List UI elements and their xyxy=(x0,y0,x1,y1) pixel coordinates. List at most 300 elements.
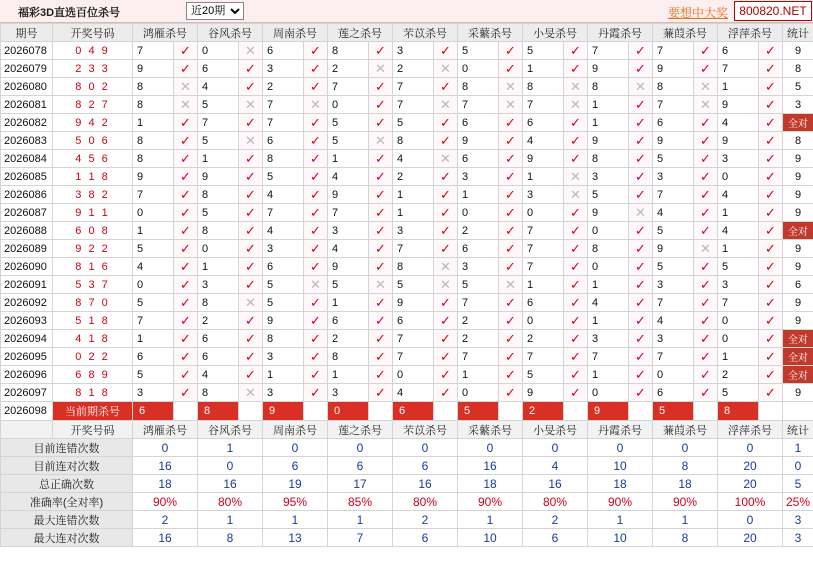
kill-number-cell: 1 xyxy=(133,222,174,240)
check-icon: ✓ xyxy=(180,240,191,256)
kill-number-cell: 8 xyxy=(653,78,694,96)
check-icon: ✓ xyxy=(570,312,581,328)
stats-value: 95% xyxy=(263,493,328,511)
result-cell xyxy=(239,150,263,168)
kill-number-cell: 3 xyxy=(263,348,304,366)
check-icon: ✓ xyxy=(505,348,516,364)
kill-number-cell: 6 xyxy=(328,312,369,330)
kill-number-cell: 1 xyxy=(263,366,304,384)
result-cell xyxy=(174,96,198,114)
result-cell xyxy=(499,222,523,240)
kill-number-cell: 6 xyxy=(263,42,304,60)
kill-number-cell: 0 xyxy=(523,312,564,330)
check-icon: ✓ xyxy=(440,348,451,364)
check-icon: ✓ xyxy=(700,204,711,220)
check-icon: ✓ xyxy=(765,384,776,400)
current-blank-cell xyxy=(174,402,198,421)
kill-number-cell: 8 xyxy=(588,240,629,258)
result-cell xyxy=(174,222,198,240)
result-cell xyxy=(174,348,198,366)
check-icon: ✓ xyxy=(765,348,776,364)
draw-number-cell: 1 1 8 xyxy=(53,168,133,186)
cross-icon: ✕ xyxy=(180,96,191,112)
result-cell xyxy=(304,240,328,258)
result-cell xyxy=(434,312,458,330)
current-period-cell: 2026098 xyxy=(1,402,53,421)
draw-number-cell: 8 0 2 xyxy=(53,78,133,96)
kill-number-cell: 6 xyxy=(523,114,564,132)
stats-value: 90% xyxy=(133,493,198,511)
kill-number-cell: 5 xyxy=(718,258,759,276)
kill-number-cell: 1 xyxy=(588,366,629,384)
kill-number-cell: 7 xyxy=(393,96,434,114)
check-icon: ✓ xyxy=(570,132,581,148)
kill-number-cell: 2 xyxy=(523,330,564,348)
stats-value: 1 xyxy=(653,511,718,529)
result-cell xyxy=(564,312,588,330)
check-icon: ✓ xyxy=(635,96,646,112)
stats-row xyxy=(1,511,813,529)
check-icon: ✓ xyxy=(180,348,191,364)
result-cell xyxy=(174,60,198,78)
kill-number-cell: 9 xyxy=(263,312,304,330)
kill-number-cell: 7 xyxy=(133,42,174,60)
draw-row xyxy=(1,132,813,150)
stats-value: 80% xyxy=(393,493,458,511)
result-cell xyxy=(434,276,458,294)
check-icon: ✓ xyxy=(635,330,646,346)
kill-number-cell: 9 xyxy=(523,384,564,402)
result-cell xyxy=(434,240,458,258)
stats-value: 6 xyxy=(328,457,393,475)
kill-number-cell: 4 xyxy=(393,150,434,168)
check-icon: ✓ xyxy=(700,168,711,184)
draw-number-cell: 2 3 3 xyxy=(53,60,133,78)
kill-number-cell: 0 xyxy=(718,330,759,348)
check-icon: ✓ xyxy=(310,204,321,220)
result-cell xyxy=(694,330,718,348)
check-icon: ✓ xyxy=(765,186,776,202)
stats-value: 1 xyxy=(588,511,653,529)
result-cell xyxy=(239,186,263,204)
kill-number-cell: 3 xyxy=(718,276,759,294)
kill-number-cell: 3 xyxy=(328,222,369,240)
result-cell xyxy=(304,42,328,60)
result-cell xyxy=(304,114,328,132)
result-cell xyxy=(369,258,393,276)
result-cell xyxy=(239,348,263,366)
kill-number-cell: 7 xyxy=(263,114,304,132)
result-cell xyxy=(759,276,783,294)
cross-icon: ✕ xyxy=(245,384,256,400)
kill-number-cell: 5 xyxy=(393,276,434,294)
result-cell xyxy=(759,240,783,258)
stats-label: 最大连对次数 xyxy=(1,529,133,547)
kill-number-cell: 0 xyxy=(133,204,174,222)
check-icon: ✓ xyxy=(570,294,581,310)
check-icon: ✓ xyxy=(570,42,581,58)
stats-label: 最大连错次数 xyxy=(1,511,133,529)
check-icon: ✓ xyxy=(245,258,256,274)
cross-icon: ✕ xyxy=(440,258,451,274)
check-icon: ✓ xyxy=(440,168,451,184)
period-cell: 2026083 xyxy=(1,132,53,150)
current-blank-cell xyxy=(759,402,783,421)
stats-value: 17 xyxy=(328,475,393,493)
check-icon: ✓ xyxy=(310,114,321,130)
result-cell xyxy=(434,96,458,114)
kill-number-cell: 7 xyxy=(263,96,304,114)
col-header: 开奖号码 xyxy=(53,24,133,42)
check-icon: ✓ xyxy=(180,294,191,310)
current-blank-cell xyxy=(694,402,718,421)
stats-value: 90% xyxy=(458,493,523,511)
kill-number-cell: 1 xyxy=(588,114,629,132)
stats-value: 13 xyxy=(263,529,328,547)
check-icon: ✓ xyxy=(375,348,386,364)
total-cell: 全对 xyxy=(783,348,813,366)
result-cell xyxy=(759,294,783,312)
check-icon: ✓ xyxy=(440,384,451,400)
col-header: 周南杀号 xyxy=(263,24,328,42)
kill-number-cell: 8 xyxy=(263,330,304,348)
result-cell xyxy=(239,42,263,60)
result-cell xyxy=(304,276,328,294)
check-icon: ✓ xyxy=(375,204,386,220)
check-icon: ✓ xyxy=(245,204,256,220)
kill-number-cell: 7 xyxy=(653,96,694,114)
result-cell xyxy=(369,150,393,168)
stats-row xyxy=(1,475,813,493)
draw-number-cell: 5 3 7 xyxy=(53,276,133,294)
check-icon: ✓ xyxy=(180,276,191,292)
check-icon: ✓ xyxy=(245,222,256,238)
result-cell xyxy=(174,168,198,186)
kill-number-cell: 7 xyxy=(393,78,434,96)
result-cell xyxy=(174,258,198,276)
kill-number-cell: 1 xyxy=(198,258,239,276)
check-icon: ✓ xyxy=(505,366,516,382)
result-cell xyxy=(759,78,783,96)
result-cell xyxy=(239,312,263,330)
result-cell xyxy=(369,330,393,348)
stats-row xyxy=(1,439,813,457)
stats-label: 目前连对次数 xyxy=(1,457,133,475)
total-cell: 3 xyxy=(783,96,813,114)
kill-number-cell: 8 xyxy=(588,150,629,168)
check-icon: ✓ xyxy=(505,240,516,256)
check-icon: ✓ xyxy=(505,204,516,220)
kill-number-cell: 8 xyxy=(198,294,239,312)
cross-icon: ✕ xyxy=(375,132,386,148)
col-header: 莲之杀号 xyxy=(328,24,393,42)
result-cell xyxy=(759,222,783,240)
check-icon: ✓ xyxy=(375,330,386,346)
check-icon: ✓ xyxy=(180,168,191,184)
result-cell xyxy=(759,348,783,366)
draw-row xyxy=(1,186,813,204)
check-icon: ✓ xyxy=(375,150,386,166)
result-cell xyxy=(239,60,263,78)
kill-number-cell: 5 xyxy=(328,114,369,132)
result-cell xyxy=(759,42,783,60)
kill-number-cell: 7 xyxy=(523,240,564,258)
result-cell xyxy=(629,366,653,384)
kill-number-cell: 3 xyxy=(263,384,304,402)
stats-value: 16 xyxy=(198,475,263,493)
check-icon: ✓ xyxy=(245,186,256,202)
result-cell xyxy=(369,384,393,402)
stats-value: 16 xyxy=(458,457,523,475)
stats-value: 8 xyxy=(653,457,718,475)
result-cell xyxy=(499,132,523,150)
stats-col-header xyxy=(1,421,53,439)
cross-icon: ✕ xyxy=(375,276,386,292)
current-kill-value: 2 xyxy=(523,402,564,421)
check-icon: ✓ xyxy=(765,312,776,328)
check-icon: ✓ xyxy=(440,240,451,256)
stats-value: 18 xyxy=(653,475,718,493)
check-icon: ✓ xyxy=(440,204,451,220)
result-cell xyxy=(499,42,523,60)
check-icon: ✓ xyxy=(375,78,386,94)
result-cell xyxy=(434,384,458,402)
check-icon: ✓ xyxy=(375,312,386,328)
cross-icon: ✕ xyxy=(245,96,256,112)
result-cell xyxy=(434,60,458,78)
result-cell xyxy=(434,294,458,312)
check-icon: ✓ xyxy=(700,258,711,274)
check-icon: ✓ xyxy=(765,240,776,256)
result-cell xyxy=(564,96,588,114)
kill-number-cell: 5 xyxy=(133,240,174,258)
kill-table xyxy=(0,23,813,547)
stats-label: 总正确次数 xyxy=(1,475,133,493)
kill-number-cell: 7 xyxy=(588,42,629,60)
check-icon: ✓ xyxy=(765,258,776,274)
result-cell xyxy=(564,60,588,78)
kill-number-cell: 3 xyxy=(133,384,174,402)
col-header: 蒹葭杀号 xyxy=(653,24,718,42)
check-icon: ✓ xyxy=(180,186,191,202)
result-cell xyxy=(369,78,393,96)
kill-number-cell: 7 xyxy=(458,348,499,366)
kill-number-cell: 0 xyxy=(198,240,239,258)
stats-value: 0 xyxy=(198,457,263,475)
col-header: 鸿雁杀号 xyxy=(133,24,198,42)
result-cell xyxy=(499,330,523,348)
result-cell xyxy=(694,78,718,96)
check-icon: ✓ xyxy=(765,276,776,292)
result-cell xyxy=(694,186,718,204)
result-cell xyxy=(239,168,263,186)
kill-number-cell: 8 xyxy=(458,78,499,96)
kill-number-cell: 4 xyxy=(718,222,759,240)
result-cell xyxy=(174,276,198,294)
draw-row xyxy=(1,258,813,276)
result-cell xyxy=(629,150,653,168)
stats-value: 7 xyxy=(328,529,393,547)
result-cell xyxy=(239,132,263,150)
result-cell xyxy=(369,114,393,132)
kill-number-cell: 4 xyxy=(653,204,694,222)
check-icon: ✓ xyxy=(765,294,776,310)
result-cell xyxy=(629,294,653,312)
check-icon: ✓ xyxy=(570,366,581,382)
result-cell xyxy=(694,312,718,330)
result-cell xyxy=(499,294,523,312)
kill-number-cell: 9 xyxy=(133,168,174,186)
result-cell xyxy=(499,240,523,258)
check-icon: ✓ xyxy=(180,150,191,166)
check-icon: ✓ xyxy=(440,330,451,346)
kill-number-cell: 2 xyxy=(328,330,369,348)
result-cell xyxy=(629,78,653,96)
kill-number-cell: 4 xyxy=(718,114,759,132)
result-cell xyxy=(564,384,588,402)
period-cell: 2026091 xyxy=(1,276,53,294)
stats-row xyxy=(1,529,813,547)
result-cell xyxy=(629,348,653,366)
kill-number-cell: 7 xyxy=(328,204,369,222)
col-header: 统计 xyxy=(783,24,813,42)
result-cell xyxy=(304,150,328,168)
result-cell xyxy=(499,384,523,402)
period-cell: 2026093 xyxy=(1,312,53,330)
kill-number-cell: 1 xyxy=(198,150,239,168)
cross-icon: ✕ xyxy=(375,60,386,76)
result-cell xyxy=(239,222,263,240)
result-cell xyxy=(239,204,263,222)
result-cell xyxy=(174,42,198,60)
result-cell xyxy=(369,366,393,384)
kill-number-cell: 1 xyxy=(588,312,629,330)
kill-number-cell: 3 xyxy=(263,60,304,78)
period-select[interactable] xyxy=(186,2,244,20)
kill-number-cell: 8 xyxy=(328,348,369,366)
result-cell xyxy=(629,276,653,294)
check-icon: ✓ xyxy=(245,78,256,94)
kill-number-cell: 5 xyxy=(458,276,499,294)
result-cell xyxy=(369,168,393,186)
kill-number-cell: 1 xyxy=(523,60,564,78)
result-cell xyxy=(564,330,588,348)
result-cell xyxy=(629,114,653,132)
check-icon: ✓ xyxy=(180,132,191,148)
kill-number-cell: 3 xyxy=(588,168,629,186)
period-cell: 2026087 xyxy=(1,204,53,222)
check-icon: ✓ xyxy=(180,258,191,274)
kill-number-cell: 5 xyxy=(718,384,759,402)
cross-icon: ✕ xyxy=(700,240,711,256)
stats-col-header: 谷风杀号 xyxy=(198,421,263,439)
kill-number-cell: 5 xyxy=(328,132,369,150)
draw-row xyxy=(1,150,813,168)
result-cell xyxy=(564,366,588,384)
kill-number-cell: 2 xyxy=(328,60,369,78)
draw-row xyxy=(1,348,813,366)
site-badge[interactable]: 800820.NET xyxy=(734,1,812,21)
result-cell xyxy=(499,204,523,222)
result-cell xyxy=(759,132,783,150)
stats-value: 0 xyxy=(263,439,328,457)
total-cell: 9 xyxy=(783,258,813,276)
kill-number-cell: 5 xyxy=(393,114,434,132)
check-icon: ✓ xyxy=(310,366,321,382)
kill-number-cell: 7 xyxy=(393,330,434,348)
kill-number-cell: 5 xyxy=(263,168,304,186)
cross-icon: ✕ xyxy=(245,42,256,58)
check-icon: ✓ xyxy=(180,222,191,238)
current-kill-value: 9 xyxy=(263,402,304,421)
kill-number-cell: 2 xyxy=(263,78,304,96)
kill-number-cell: 5 xyxy=(263,294,304,312)
result-cell xyxy=(499,276,523,294)
check-icon: ✓ xyxy=(245,168,256,184)
stats-label: 准确率(全对率) xyxy=(1,493,133,511)
result-cell xyxy=(564,114,588,132)
kill-number-cell: 9 xyxy=(718,132,759,150)
result-cell xyxy=(629,258,653,276)
cross-icon: ✕ xyxy=(440,276,451,292)
check-icon: ✓ xyxy=(700,366,711,382)
col-header: 浮萍杀号 xyxy=(718,24,783,42)
result-cell xyxy=(174,186,198,204)
kill-number-cell: 2 xyxy=(458,330,499,348)
period-cell: 2026078 xyxy=(1,42,53,60)
kill-number-cell: 9 xyxy=(588,60,629,78)
check-icon: ✓ xyxy=(505,60,516,76)
kill-number-cell: 0 xyxy=(588,222,629,240)
kill-number-cell: 7 xyxy=(393,240,434,258)
check-icon: ✓ xyxy=(440,222,451,238)
period-cell: 2026088 xyxy=(1,222,53,240)
check-icon: ✓ xyxy=(310,348,321,364)
kill-number-cell: 7 xyxy=(458,294,499,312)
check-icon: ✓ xyxy=(310,330,321,346)
result-cell xyxy=(304,366,328,384)
current-blank-cell xyxy=(304,402,328,421)
check-icon: ✓ xyxy=(310,222,321,238)
kill-number-cell: 9 xyxy=(588,204,629,222)
check-icon: ✓ xyxy=(700,114,711,130)
current-blank-cell xyxy=(629,402,653,421)
stats-value: 6 xyxy=(523,529,588,547)
check-icon: ✓ xyxy=(700,42,711,58)
result-cell xyxy=(564,276,588,294)
check-icon: ✓ xyxy=(375,114,386,130)
result-cell xyxy=(564,294,588,312)
current-kill-value: 6 xyxy=(133,402,174,421)
check-icon: ✓ xyxy=(635,150,646,166)
result-cell xyxy=(434,348,458,366)
draw-number-cell: 8 1 6 xyxy=(53,258,133,276)
kill-number-cell: 8 xyxy=(133,150,174,168)
result-cell xyxy=(434,150,458,168)
check-icon: ✓ xyxy=(700,330,711,346)
kill-number-cell: 0 xyxy=(198,42,239,60)
kill-number-cell: 9 xyxy=(198,168,239,186)
period-cell: 2026096 xyxy=(1,366,53,384)
draw-number-cell: 8 7 0 xyxy=(53,294,133,312)
stats-value: 18 xyxy=(458,475,523,493)
kill-number-cell: 1 xyxy=(718,204,759,222)
promo-link[interactable]: 要想中大奖 xyxy=(668,6,729,20)
check-icon: ✓ xyxy=(570,150,581,166)
kill-number-cell: 9 xyxy=(653,240,694,258)
stats-value: 6 xyxy=(393,457,458,475)
total-cell: 5 xyxy=(783,78,813,96)
